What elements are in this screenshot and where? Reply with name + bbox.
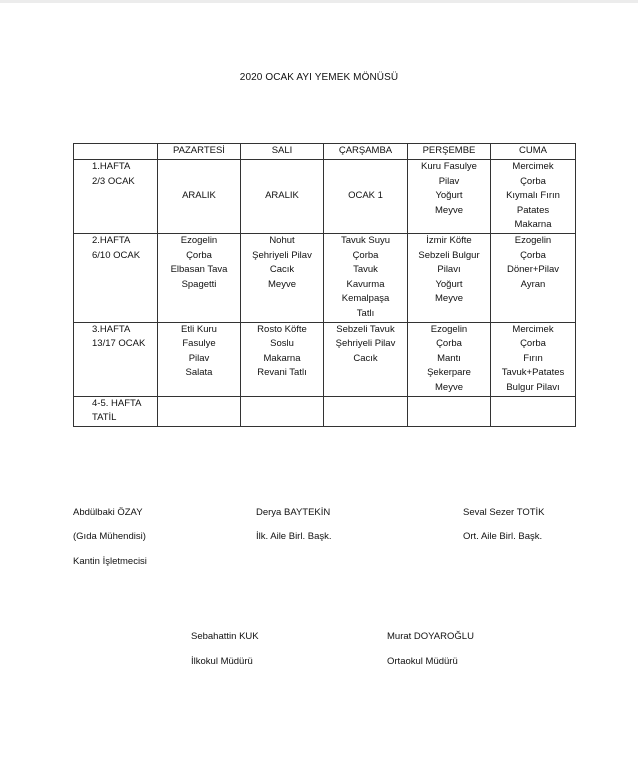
signature-title-canteen-1: (Gıda Mühendisi) xyxy=(73,531,146,542)
menu-cell xyxy=(324,160,408,234)
menu-item: Sebzeli Bulgur xyxy=(418,249,480,261)
week-label: 3.HAFTA xyxy=(92,323,131,335)
menu-cell xyxy=(158,322,241,396)
header-cell-tuesday: SALI xyxy=(241,144,324,160)
menu-item: Tavuk xyxy=(353,264,378,276)
table-row xyxy=(74,234,576,323)
header-row xyxy=(74,144,576,160)
signature-name-canteen: Abdülbaki ÖZAY xyxy=(73,507,143,518)
header-cell-wednesday: ÇARŞAMBA xyxy=(324,144,408,160)
menu-cell-empty xyxy=(324,396,408,426)
week-dates: 2/3 OCAK xyxy=(92,175,135,187)
week-label-cell xyxy=(74,160,158,234)
menu-item: Ezogelin xyxy=(514,235,552,246)
menu-item: Döner+Pilav xyxy=(506,264,559,276)
menu-item: Cacık xyxy=(353,352,378,364)
signature-title-middle-principal: Ortaokul Müdürü xyxy=(387,656,458,667)
menu-item: Patates xyxy=(516,204,550,216)
week-label: 4-5. HAFTA xyxy=(92,397,142,409)
menu-item: Şehriyeli Pilav xyxy=(335,338,396,350)
menu-item: Ezogelin xyxy=(180,235,218,246)
menu-item: Revani Tatlı xyxy=(257,367,307,379)
signature-name-primary-parents: Derya BAYTEKİN xyxy=(256,507,331,518)
menu-item: Etli Kuru xyxy=(181,323,217,335)
menu-item: Tatlı xyxy=(356,307,375,319)
menu-item: Fasulye xyxy=(182,338,216,350)
menu-cell xyxy=(158,234,241,323)
menu-cell xyxy=(491,322,576,396)
week-label: 2.HAFTA xyxy=(92,235,131,246)
menu-item: Şekerpare xyxy=(427,367,471,379)
menu-item: Çorba xyxy=(352,249,379,261)
menu-item: ARALIK xyxy=(265,190,299,202)
menu-item: İzmir Köfte xyxy=(426,235,472,246)
menu-cell xyxy=(408,322,491,396)
header-cell-week xyxy=(74,144,158,160)
menu-item: Soslu xyxy=(270,338,294,350)
page-top-edge xyxy=(0,0,638,3)
signature-title-canteen-2: Kantin İşletmecisi xyxy=(73,556,147,567)
menu-item: Fırın xyxy=(523,352,543,364)
signature-name-primary-principal: Sebahattin KUK xyxy=(191,631,259,642)
menu-item: Makarna xyxy=(263,352,301,364)
menu-item: Çorba xyxy=(520,338,546,350)
menu-item: Meyve xyxy=(435,204,463,216)
signature-title-primary-parents: İlk. Aile Birl. Başk. xyxy=(256,531,332,542)
week-label-cell xyxy=(74,396,158,426)
menu-cell xyxy=(408,234,491,323)
header-cell-friday: CUMA xyxy=(491,144,576,160)
menu-item: Tavuk Suyu xyxy=(340,235,391,246)
menu-item: Sebzeli Tavuk xyxy=(336,323,395,335)
menu-cell-empty xyxy=(241,396,324,426)
menu-item: Salata xyxy=(185,367,213,379)
menu-item: Pilav xyxy=(188,352,210,364)
menu-cell xyxy=(324,322,408,396)
menu-item: Meyve xyxy=(435,293,463,305)
menu-cell xyxy=(491,160,576,234)
menu-item: Yoğurt xyxy=(435,190,463,202)
week-label-cell xyxy=(74,322,158,396)
week-dates: 6/10 OCAK xyxy=(92,249,141,261)
menu-item: Meyve xyxy=(435,381,463,393)
week-label: 1.HAFTA xyxy=(92,161,131,172)
menu-item: Rosto Köfte xyxy=(257,323,307,335)
week-dates: 13/17 OCAK xyxy=(92,338,146,350)
menu-item: Yoğurt xyxy=(435,278,463,290)
table-row xyxy=(74,396,576,426)
menu-item: Çorba xyxy=(436,338,462,350)
menu-cell xyxy=(241,322,324,396)
menu-item: Şehriyeli Pilav xyxy=(252,249,312,261)
menu-item: Kemalpaşa xyxy=(341,293,390,305)
menu-item: Kavurma xyxy=(346,278,385,290)
header-cell-monday: PAZARTESİ xyxy=(158,144,241,160)
menu-item: Nohut xyxy=(269,235,295,246)
table-row xyxy=(74,322,576,396)
menu-item: Çorba xyxy=(520,249,546,261)
menu-item: Tavuk+Patates xyxy=(501,367,565,379)
menu-item: Mercimek xyxy=(512,323,554,335)
menu-cell xyxy=(324,234,408,323)
menu-item: Spagetti xyxy=(181,278,217,290)
page-title: 2020 OCAK AYI YEMEK MÖNÜSÜ xyxy=(239,72,399,83)
menu-cell-empty xyxy=(491,396,576,426)
menu-cell-empty xyxy=(408,396,491,426)
week-label-cell xyxy=(74,234,158,323)
menu-cell xyxy=(408,160,491,234)
menu-cell-empty xyxy=(158,396,241,426)
menu-item: Pilav xyxy=(438,175,460,187)
menu-item: Mantı xyxy=(437,352,461,364)
menu-item: Mercimek xyxy=(512,161,554,172)
menu-item: Çorba xyxy=(520,175,546,187)
menu-item: Ayran xyxy=(520,278,546,290)
menu-item: Meyve xyxy=(268,278,296,290)
menu-cell xyxy=(241,160,324,234)
menu-item: Cacık xyxy=(269,264,295,276)
signature-title-primary-principal: İlkokul Müdürü xyxy=(191,656,253,667)
menu-item: ARALIK xyxy=(182,190,216,202)
menu-cell xyxy=(491,234,576,323)
menu-item: Bulgur Pilavı xyxy=(506,381,560,393)
menu-cell xyxy=(241,234,324,323)
menu-item: Makarna xyxy=(514,219,552,231)
menu-item: OCAK 1 xyxy=(348,190,383,202)
menu-cell xyxy=(158,160,241,234)
signature-title-middle-parents: Ort. Aile Birl. Başk. xyxy=(463,531,543,542)
menu-item: Kıymalı Fırın xyxy=(506,190,560,202)
header-cell-thursday: PERŞEMBE xyxy=(408,144,491,160)
menu-item: Ezogelin xyxy=(430,323,468,335)
signature-name-middle-parents: Seval Sezer TOTİK xyxy=(463,507,545,518)
menu-item: Çorba xyxy=(186,249,212,261)
table-row xyxy=(74,160,576,234)
menu-item: Pilavı xyxy=(437,264,461,276)
signature-name-middle-principal: Murat DOYAROĞLU xyxy=(387,631,474,642)
menu-item: Kuru Fasulye xyxy=(421,161,477,172)
menu-item: Elbasan Tava xyxy=(170,264,228,276)
week-dates: TATİL xyxy=(92,412,117,424)
menu-table xyxy=(73,143,576,427)
